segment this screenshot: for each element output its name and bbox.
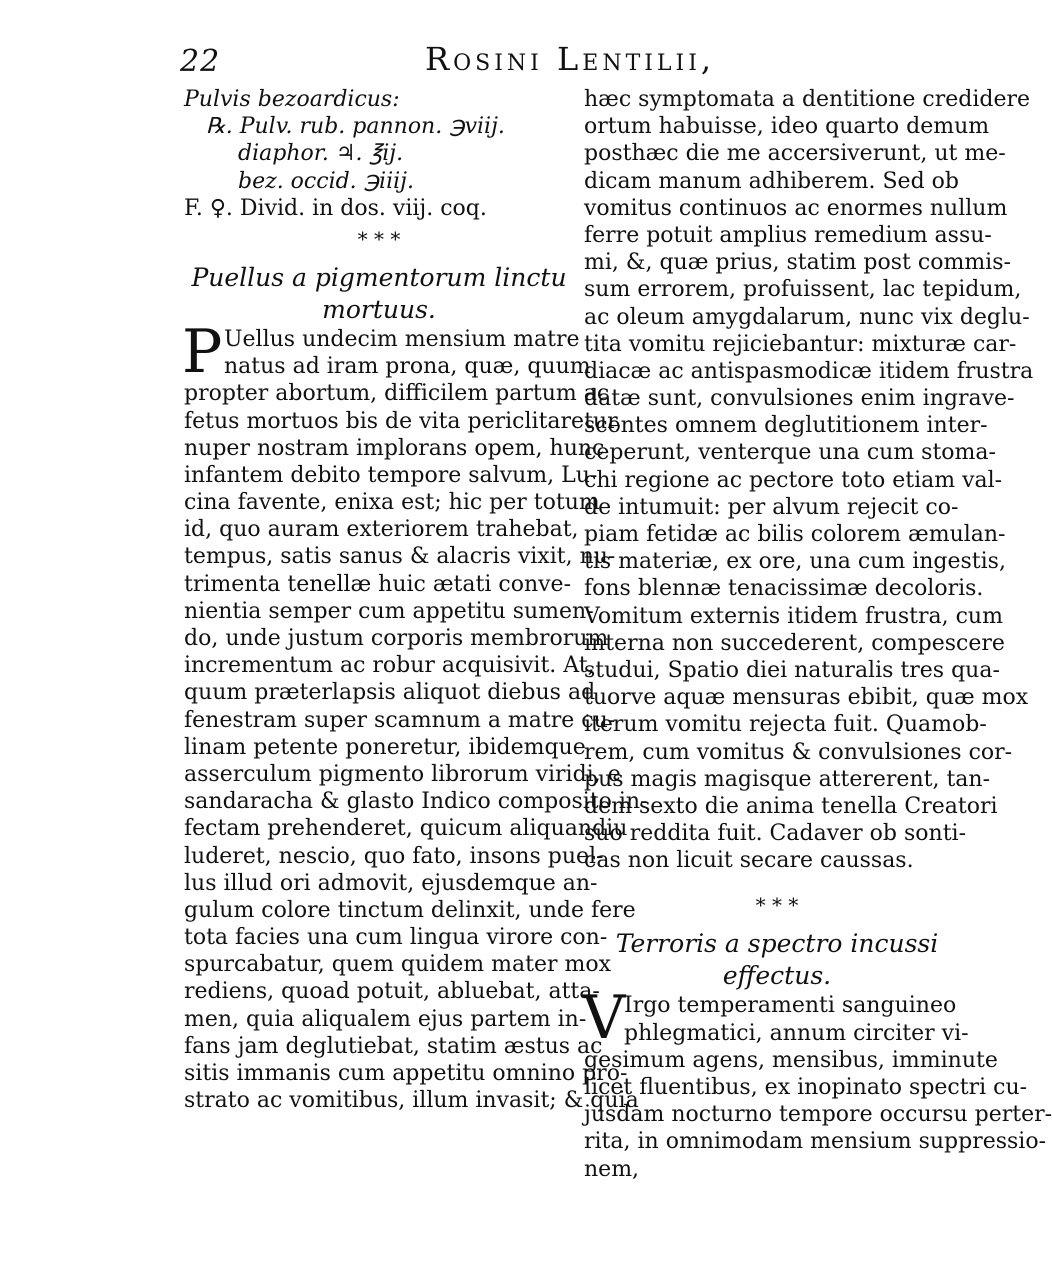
recipe-line: F. ♀. Divid. in dos. viij. coq. [184, 195, 487, 221]
section-title: Terroris a spectro incussi effectus. [615, 929, 939, 991]
text-line: rediens, quoad potuit, abluebat, atta- [184, 979, 600, 1005]
recipe-line: bez. occid. ℈iiij. [238, 168, 414, 194]
text-line: tota facies una cum lingua virore con- [184, 925, 608, 951]
text-line: mi, &, quæ prius, statim post commis- [584, 250, 1011, 276]
text-line: piam fetidæ ac bilis colorem æmulan- [584, 522, 1006, 547]
text-line: cas non licuit secare caussas. [584, 848, 914, 874]
text-line: chi regione ac pectore toto etiam val- [584, 467, 1003, 493]
left-column [182, 86, 648, 1114]
running-head: Rosini Lentilii, [425, 40, 716, 78]
drop-capital: V [582, 983, 626, 1054]
text-line: tuorve aquæ mensuras ebibit, quæ mox [584, 685, 1029, 711]
text-line: diacæ ac antispasmodicæ itidem frustra [584, 358, 1034, 384]
text-line: tis materiæ, ex ore, una cum ingestis, [584, 549, 1006, 575]
page-header [180, 40, 970, 84]
text-line: trimenta tenellæ huic ætati conve- [184, 571, 571, 597]
text-line: interna non succederent, compescere [584, 630, 1005, 656]
text-line: Irgo temperamenti sanguineo [624, 993, 957, 1019]
text-line: id, quo auram exteriorem trahebat, [184, 517, 579, 543]
text-line: studui, Spatio diei naturalis tres qua- [584, 657, 1000, 683]
text-line: propter abortum, difficilem partum ac [184, 381, 610, 407]
text-line: do, unde justum corporis membrorum [184, 626, 609, 651]
text-line: linam petente poneretur, ibidemque [184, 734, 586, 760]
section-title: Puellus a pigmentorum linctu [191, 262, 567, 292]
right-column [582, 86, 1052, 1183]
recipe-line: ℞. Pulv. rub. pannon. ℈viij. [206, 114, 505, 140]
text-line: natus ad iram prona, quæ, quum [224, 354, 591, 380]
text-line: Vomitum externis itidem frustra, cum [584, 603, 1003, 629]
text-line: fans jam deglutiebat, statim æstus ac [184, 1033, 603, 1059]
text-line: scentes omnem deglutitionem inter- [584, 413, 988, 439]
text-line: pus magis magisque attererent, tan- [584, 766, 991, 792]
asterism-divider: * * * [755, 893, 799, 918]
text-line: fetus mortuos bis de vita periclitaretur, [184, 408, 623, 434]
paragraph [182, 316, 648, 1114]
text-line: fectam prehenderet, quicum aliquandiu [184, 816, 628, 842]
section-title: mortuus. [322, 294, 436, 324]
paragraph [582, 983, 1052, 1182]
text-line: tempus, satis sanus & alacris vixit, nu- [184, 544, 616, 570]
text-line: suo reddita fuit. Cadaver ob sonti- [584, 821, 967, 847]
text-line: strato ac vomitibus, illum invasit; & quia [184, 1088, 639, 1114]
text-line: fenestram super scamnum a matre cu- [184, 707, 616, 733]
text-line: dicam manum adhiberem. Sed ob [584, 168, 959, 194]
text-line: fons blennæ tenacissimæ decoloris. [584, 576, 984, 602]
text-line: posthæc die me accersiverunt, ut me- [584, 141, 1006, 167]
text-line: sum errorem, profuissent, lac tepidum, [584, 277, 1022, 303]
text-line: spurcabatur, quem quidem mater mox [184, 952, 612, 978]
text-line: men, quia aliqualem ejus partem in- [184, 1006, 587, 1032]
text-line: hæc symptomata a dentitione credidere [584, 87, 1031, 112]
text-line: dem sexto die anima tenella Creatori [584, 793, 998, 819]
text-line: quum præterlapsis aliquot diebus ad [184, 680, 596, 706]
text-line: de intumuit: per alvum rejecit co- [584, 494, 959, 520]
text-line: nuper nostram implorans opem, hunc [184, 435, 605, 461]
text-line: iterum vomitu rejecta fuit. Quamob- [584, 712, 987, 738]
text-line: vomitus continuos ac enormes nullum [584, 195, 1008, 221]
text-line: ferre potuit amplius remedium assu- [584, 222, 992, 248]
text-line: asserculum pigmento librorum viridi, e [184, 761, 621, 787]
text-line: datæ sunt, convulsiones enim ingrave- [584, 386, 1015, 412]
text-line: sandaracha & glasto Indico composito in- [184, 789, 648, 815]
text-line: jusdam nocturno tempore occursu perter- [584, 1102, 1052, 1128]
text-line: luderet, nescio, quo fato, insons puel- [184, 843, 604, 869]
page-number: 22 [180, 44, 221, 79]
text-line: cina favente, enixa est; hic per totum [184, 490, 600, 516]
text-line: infantem debito tempore salvum, Lu- [184, 462, 598, 488]
text-line: licet fluentibus, ex inopinato spectri cu- [584, 1075, 1028, 1100]
drop-capital: P [182, 316, 223, 387]
text-line: phlegmatici, annum circiter vi- [624, 1020, 969, 1046]
text-line: nientia semper cum appetitu sumen- [184, 598, 594, 624]
text-line: rem, cum vomitus & convulsiones cor- [584, 739, 1013, 765]
text-line: ceperunt, venterque una cum stoma- [584, 440, 996, 466]
text-line: nem, [584, 1156, 640, 1182]
recipe-title: Pulvis bezoardicus: [184, 87, 400, 112]
text-line: lus illud ori admovit, ejusdemque an- [184, 870, 598, 896]
text-line: sitis immanis cum appetitu omnino pro- [184, 1061, 628, 1086]
text-line: Uellus undecim mensium matre [224, 326, 580, 352]
recipe-line: diaphor. ♃. ℥ij. [238, 141, 404, 167]
text-line: ac oleum amygdalarum, nunc vix deglu- [584, 304, 1030, 330]
text-line: incrementum ac robur acquisivit. At, [184, 653, 595, 679]
text-line: tita vomitu rejiciebantur: mixturæ car- [584, 331, 1017, 357]
text-line: rita, in omnimodam mensium suppressio- [584, 1129, 1047, 1155]
text-line: gulum colore tinctum delinxit, unde fere [184, 897, 636, 923]
asterism-divider: * * * [357, 226, 401, 251]
text-line: ortum habuisse, ideo quarto demum [584, 114, 990, 140]
text-line: gesimum agens, mensibus, imminute [584, 1047, 998, 1073]
